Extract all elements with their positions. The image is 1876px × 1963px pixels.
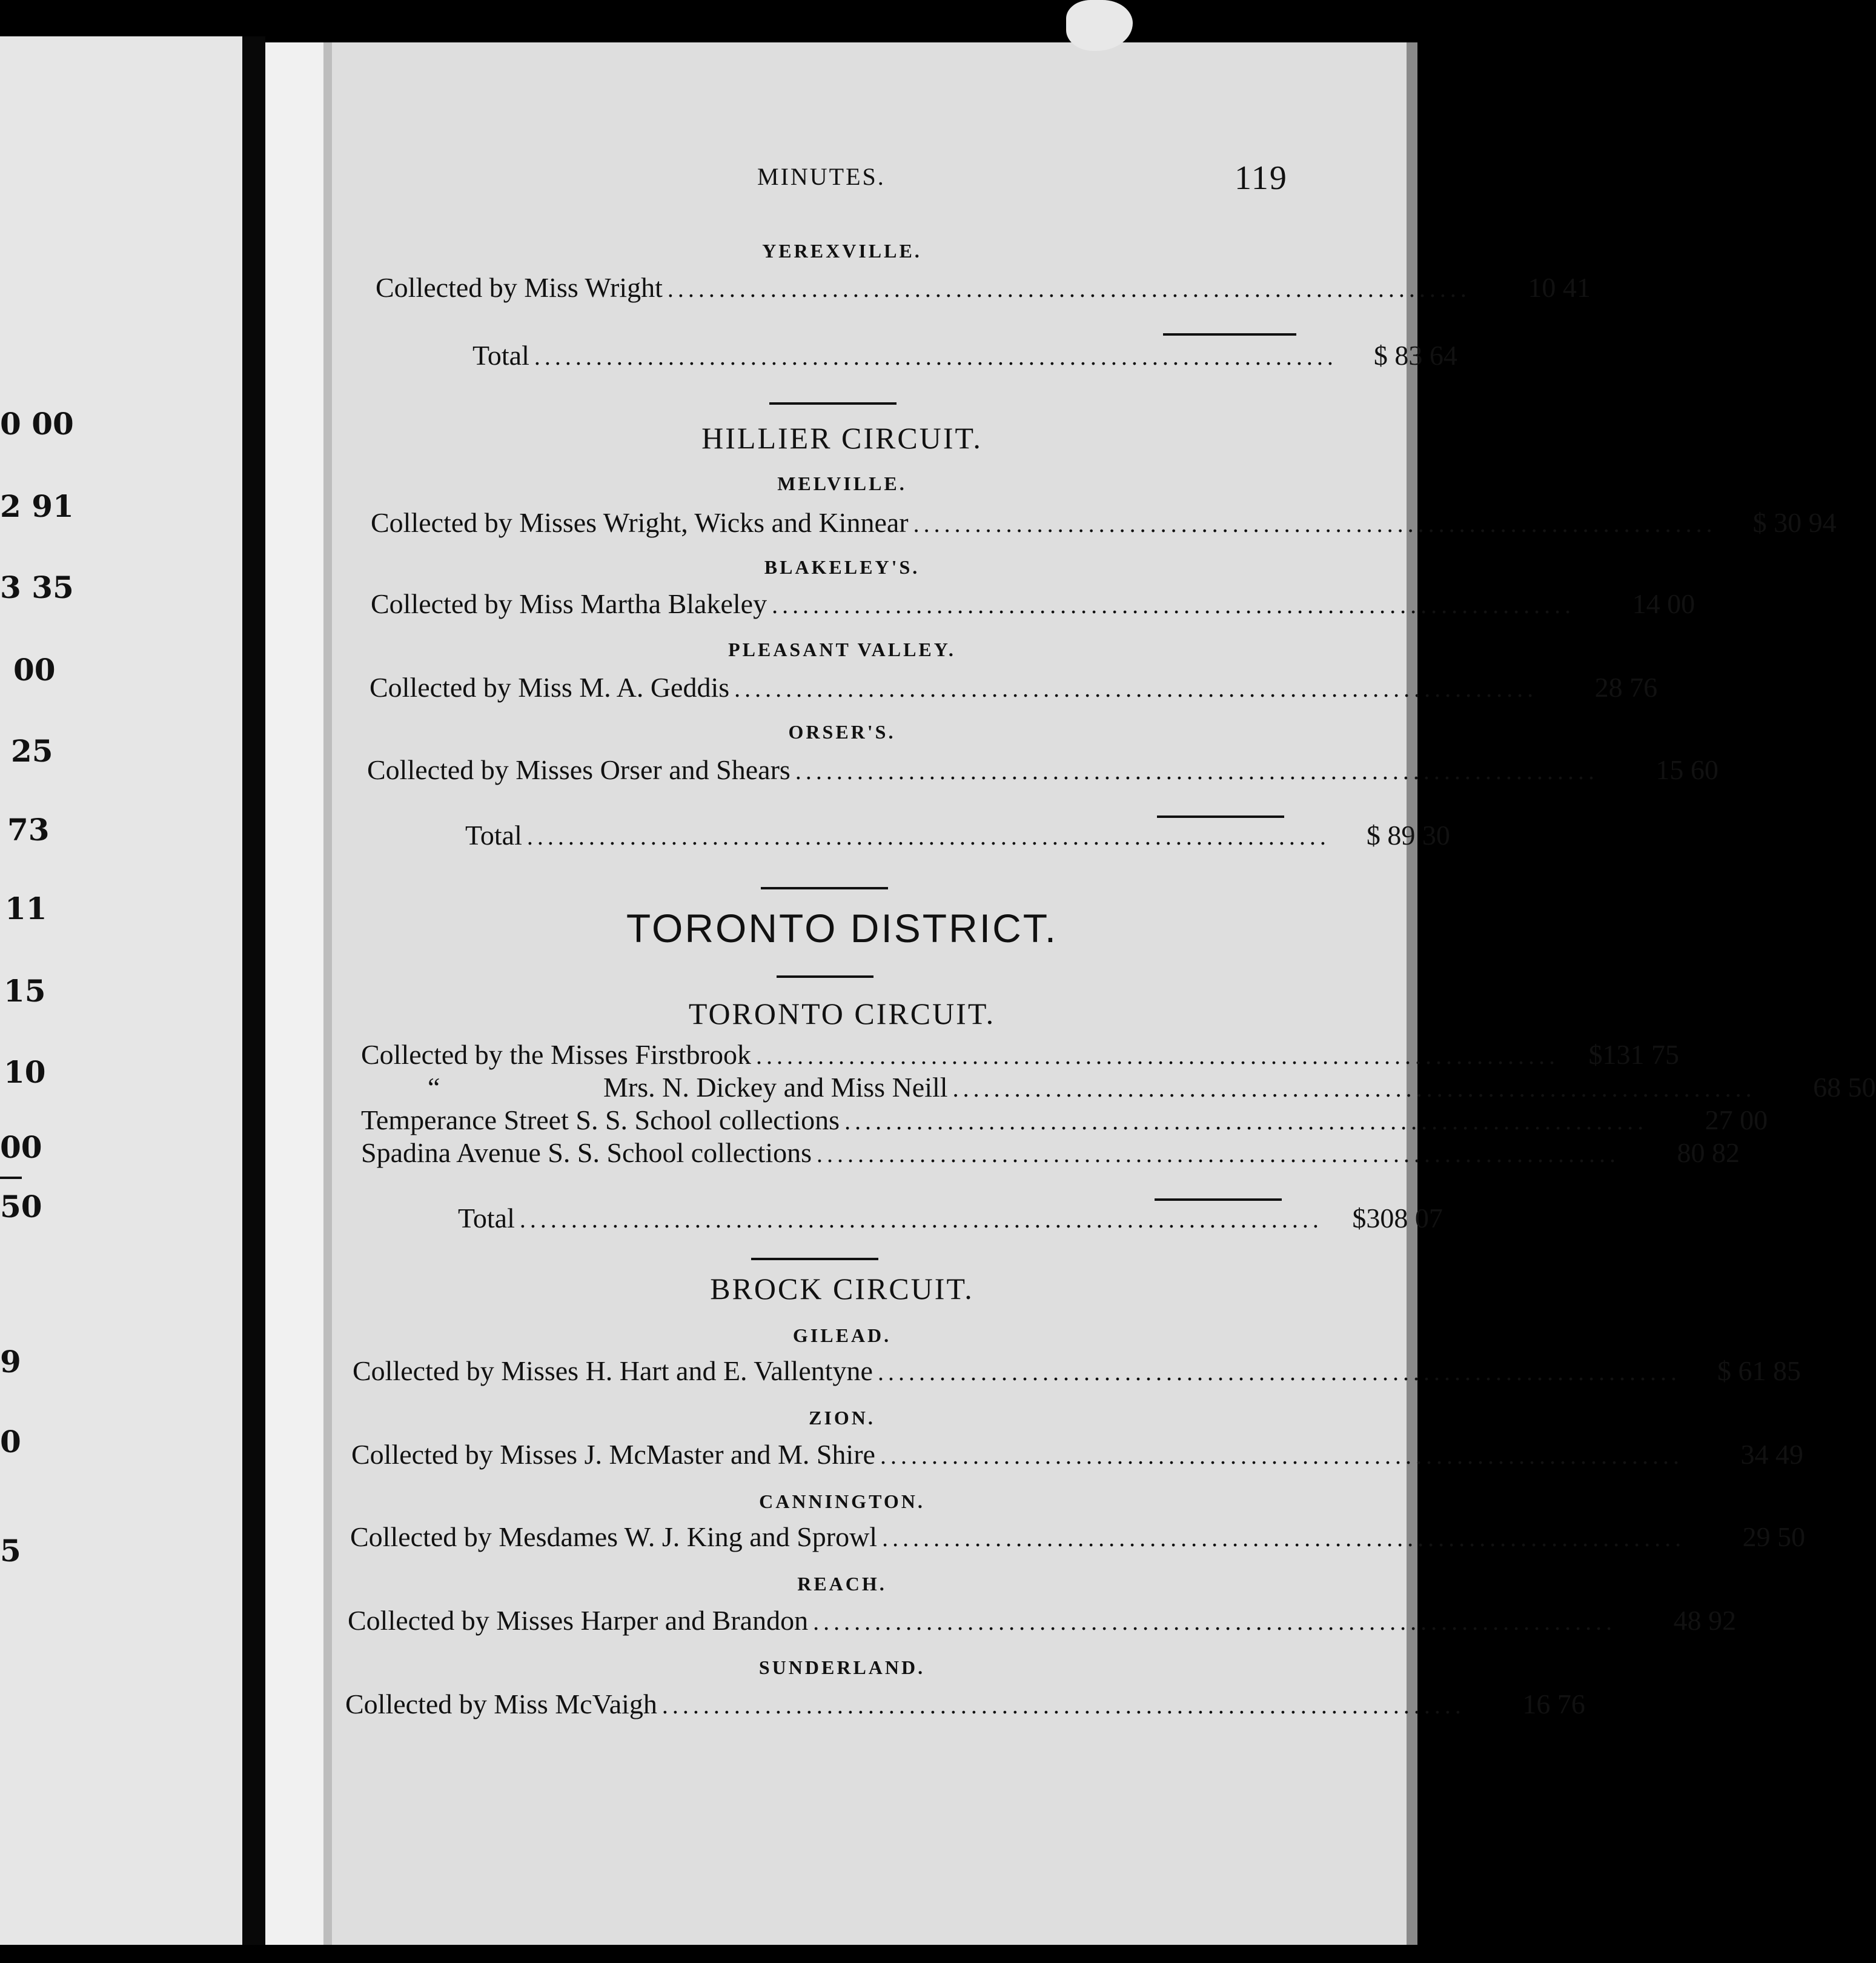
ditto-mark: “ <box>428 1072 440 1103</box>
station-name: BLAKELEY'S. <box>764 556 920 578</box>
collection-amount: 16 76 <box>1522 1689 1585 1719</box>
leader-dots: .............................................................................. <box>667 275 1471 302</box>
station-name: YEREXVILLE. <box>762 240 922 262</box>
district-title: TORONTO DISTRICT. <box>626 906 1058 951</box>
facing-page-figure: 9 <box>0 1344 21 1380</box>
total-label: Total <box>465 820 522 851</box>
collection-entry <box>353 1355 1801 1389</box>
total-line <box>465 819 1450 853</box>
collection-label: Collected by Miss McVaigh <box>345 1689 657 1719</box>
facing-page-figure: 00 <box>13 652 56 688</box>
collection-entry <box>370 671 1658 705</box>
running-head: MINUTES. <box>757 163 886 190</box>
collection-amount: 28 76 <box>1594 672 1658 703</box>
collection-entry <box>361 1137 1740 1168</box>
station-name: PLEASANT VALLEY. <box>728 639 956 660</box>
collection-entry <box>367 754 1719 788</box>
collection-amount: 15 60 <box>1656 754 1719 785</box>
page-edge <box>1407 42 1417 1945</box>
total-label: Total <box>472 340 529 371</box>
page-number: 119 <box>1235 159 1288 197</box>
leader-dots: .............................................................................. <box>913 510 1717 537</box>
facing-page-figure: 50 <box>0 1189 42 1224</box>
leader-dots: .............................................................................. <box>880 1442 1683 1469</box>
collection-entry <box>348 1604 1737 1638</box>
facing-page-figure: 11 <box>5 891 47 926</box>
sum-rule <box>1155 1198 1282 1201</box>
section-rule <box>751 1258 878 1260</box>
total-amount: $ 89 30 <box>1366 820 1450 851</box>
facing-page-figure: 0 00 <box>0 406 74 442</box>
collection-amount: 48 92 <box>1673 1605 1737 1636</box>
leader-dots: .............................................................................. <box>526 823 1330 850</box>
page-gutter <box>323 42 332 1945</box>
collection-amount: $ 30 94 <box>1752 507 1837 538</box>
section-rule <box>761 887 888 889</box>
collection-entry <box>351 1438 1803 1472</box>
collection-amount: $131 75 <box>1588 1039 1679 1070</box>
circuit-title: BROCK CIRCUIT. <box>710 1272 974 1306</box>
collection-amount: 10 41 <box>1528 272 1591 303</box>
book-spine <box>242 36 265 1945</box>
collection-label-text: Mrs. N. Dickey and Miss Neill <box>603 1072 948 1103</box>
station-name: REACH. <box>797 1573 887 1595</box>
facing-page-figure: 3 35 <box>0 570 74 605</box>
circuit-title: HILLIER CIRCUIT. <box>701 421 983 455</box>
sum-rule <box>1157 815 1284 818</box>
collection-entry <box>371 588 1695 622</box>
circuit-title: TORONTO CIRCUIT. <box>688 997 996 1031</box>
facing-page-figure: 5 <box>0 1533 21 1569</box>
collection-label: Collected by Miss Martha Blakeley <box>371 588 767 619</box>
station-name: ZION. <box>809 1407 875 1429</box>
collection-entry <box>361 1038 1679 1070</box>
facing-page-figure: 0 <box>0 1424 21 1460</box>
facing-page-figure: 15 <box>4 973 46 1009</box>
collection-label: Collected by Misses Harper and Brandon <box>348 1605 809 1636</box>
collection-label: Collected by the Misses Firstbrook <box>361 1039 751 1070</box>
collection-amount: 80 82 <box>1677 1137 1740 1168</box>
facing-page-figure: 2 91 <box>0 488 74 524</box>
facing-page-figure: 10 <box>4 1054 46 1090</box>
collection-entry <box>361 1071 1876 1103</box>
leader-dots: .............................................................................. <box>795 757 1599 785</box>
collection-entry <box>376 271 1591 305</box>
collection-label: Collected by Misses H. Hart and E. Vallentyne <box>353 1355 873 1386</box>
collection-amount: 34 49 <box>1740 1439 1803 1470</box>
collection-label: Collected by Miss M. A. Geddis <box>370 672 730 703</box>
facing-page-figure: 00 <box>0 1129 42 1165</box>
leader-dots: .............................................................................. <box>952 1075 1756 1102</box>
total-label: Total <box>458 1203 515 1234</box>
facing-page-rule <box>0 1177 22 1179</box>
leader-dots: .............................................................................. <box>755 1042 1559 1069</box>
collection-label: Temperance Street S. S. School collections <box>361 1104 840 1135</box>
total-amount: $308 07 <box>1352 1203 1443 1234</box>
total-amount: $ 83 64 <box>1373 340 1457 371</box>
collection-label: Collected by Miss Wright <box>376 272 663 303</box>
sum-rule <box>1163 333 1296 336</box>
collection-label <box>361 1071 948 1103</box>
leader-dots: .............................................................................. <box>817 1140 1620 1168</box>
collection-label: Collected by Misses Wright, Wicks and Kinnear <box>371 507 909 538</box>
collection-label: Collected by Misses J. McMaster and M. Shire <box>351 1439 875 1470</box>
station-name: GILEAD. <box>792 1324 892 1346</box>
total-line <box>458 1202 1443 1236</box>
facing-page-figure: 25 <box>11 733 53 769</box>
collection-entry <box>350 1521 1806 1555</box>
leader-dots: .............................................................................. <box>534 343 1337 370</box>
leader-dots: .............................................................................. <box>519 1206 1323 1233</box>
section-rule <box>777 975 873 978</box>
station-name: CANNINGTON. <box>759 1490 925 1512</box>
leader-dots: .............................................................................. <box>772 591 1576 619</box>
section-rule <box>769 402 897 405</box>
collection-amount: 29 50 <box>1742 1521 1806 1552</box>
total-line <box>472 339 1457 373</box>
facing-page-figure: 73 <box>7 812 50 848</box>
station-name: MELVILLE. <box>777 473 907 494</box>
leader-dots: .............................................................................. <box>882 1524 1686 1552</box>
station-name: ORSER'S. <box>788 721 896 743</box>
collection-amount: 14 00 <box>1632 588 1695 619</box>
collection-amount: 68 50 <box>1813 1072 1876 1103</box>
leader-dots: .............................................................................. <box>661 1692 1465 1719</box>
collection-entry <box>345 1688 1585 1722</box>
collection-entry <box>371 507 1837 540</box>
collection-label: Collected by Misses Orser and Shears <box>367 754 791 785</box>
collection-entry <box>361 1104 1768 1135</box>
leader-dots: .............................................................................. <box>813 1608 1617 1635</box>
collection-amount: 27 00 <box>1705 1104 1768 1135</box>
collection-label: Spadina Avenue S. S. School collections <box>361 1137 812 1168</box>
collection-label: Collected by Mesdames W. J. King and Sprowl <box>350 1521 878 1552</box>
leader-dots: .............................................................................. <box>844 1108 1648 1135</box>
page-fold <box>265 42 323 1945</box>
collection-amount: $ 61 85 <box>1717 1355 1801 1386</box>
leader-dots: .............................................................................. <box>877 1358 1681 1386</box>
leader-dots: .............................................................................. <box>734 675 1538 702</box>
station-name: SUNDERLAND. <box>758 1656 926 1678</box>
